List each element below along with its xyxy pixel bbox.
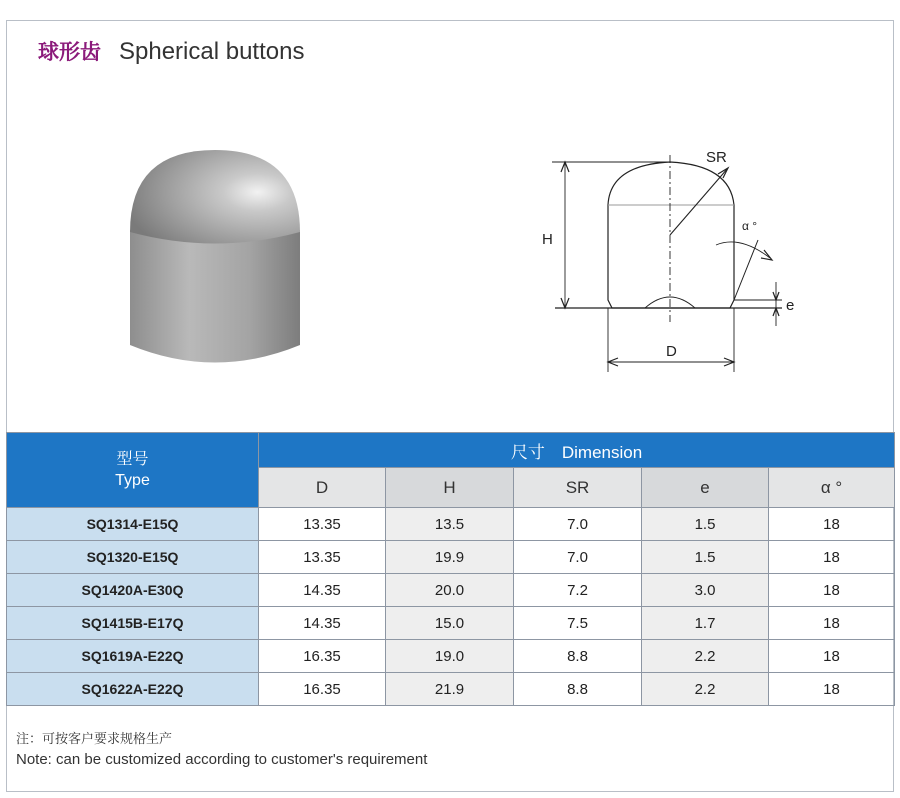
cell-sr: 7.0 — [514, 541, 642, 574]
type-cell: SQ1320-E15Q — [7, 541, 259, 574]
table-row — [7, 640, 895, 673]
page-title — [38, 36, 304, 64]
cell-e: 2.2 — [642, 640, 769, 673]
footnote-cn: 注：可按客户要求规格生产 — [16, 732, 173, 747]
cell-h: 19.9 — [386, 541, 514, 574]
column-header-e: e — [642, 468, 769, 508]
footnote — [16, 730, 427, 770]
type-header-cn: 型号 — [116, 451, 149, 468]
cell-d: 14.35 — [259, 607, 386, 640]
column-header-sr: SR — [514, 468, 642, 508]
cell-h: 20.0 — [386, 574, 514, 607]
cell-alpha: 18 — [769, 541, 895, 574]
label-alpha: α ° — [742, 219, 758, 233]
cell-h: 21.9 — [386, 673, 514, 706]
cell-sr: 7.5 — [514, 607, 642, 640]
column-header-alpha: α ° — [769, 468, 895, 508]
type-cell: SQ1314-E15Q — [7, 508, 259, 541]
cell-alpha: 18 — [769, 508, 895, 541]
cell-sr: 7.2 — [514, 574, 642, 607]
cell-d: 16.35 — [259, 673, 386, 706]
table-row — [7, 574, 895, 607]
label-d: D — [666, 343, 677, 360]
type-header-en: Type — [115, 472, 150, 489]
spherical-button-image — [120, 150, 310, 370]
cell-alpha: 18 — [769, 607, 895, 640]
cell-sr: 8.8 — [514, 673, 642, 706]
cell-alpha: 18 — [769, 640, 895, 673]
cell-h: 13.5 — [386, 508, 514, 541]
column-header-d: D — [259, 468, 386, 508]
type-cell: SQ1415B-E17Q — [7, 607, 259, 640]
cell-e: 1.7 — [642, 607, 769, 640]
type-header — [7, 433, 259, 508]
cell-alpha: 18 — [769, 673, 895, 706]
cell-h: 19.0 — [386, 640, 514, 673]
spec-table — [6, 432, 895, 706]
type-cell: SQ1619A-E22Q — [7, 640, 259, 673]
footnote-en: Note: can be customized according to customer's requirement — [16, 751, 428, 768]
cell-d: 16.35 — [259, 640, 386, 673]
label-h: H — [542, 231, 553, 248]
table-row — [7, 673, 895, 706]
table-row — [7, 541, 895, 574]
dimension-diagram — [530, 140, 810, 380]
cell-e: 1.5 — [642, 541, 769, 574]
cell-alpha: 18 — [769, 574, 895, 607]
label-sr: SR — [706, 149, 727, 166]
dimension-header: 尺寸 Dimension — [259, 433, 895, 468]
type-cell: SQ1622A-E22Q — [7, 673, 259, 706]
title-chinese: 球形齿 — [38, 40, 101, 64]
cell-d: 14.35 — [259, 574, 386, 607]
label-e: e — [786, 297, 795, 314]
cell-h: 15.0 — [386, 607, 514, 640]
cell-e: 3.0 — [642, 574, 769, 607]
cell-sr: 7.0 — [514, 508, 642, 541]
cell-d: 13.35 — [259, 541, 386, 574]
column-header-h: H — [386, 468, 514, 508]
table-row — [7, 508, 895, 541]
cell-d: 13.35 — [259, 508, 386, 541]
cell-e: 2.2 — [642, 673, 769, 706]
table-row — [7, 607, 895, 640]
type-cell: SQ1420A-E30Q — [7, 574, 259, 607]
title-english: Spherical buttons — [119, 38, 305, 65]
cell-sr: 8.8 — [514, 640, 642, 673]
cell-e: 1.5 — [642, 508, 769, 541]
